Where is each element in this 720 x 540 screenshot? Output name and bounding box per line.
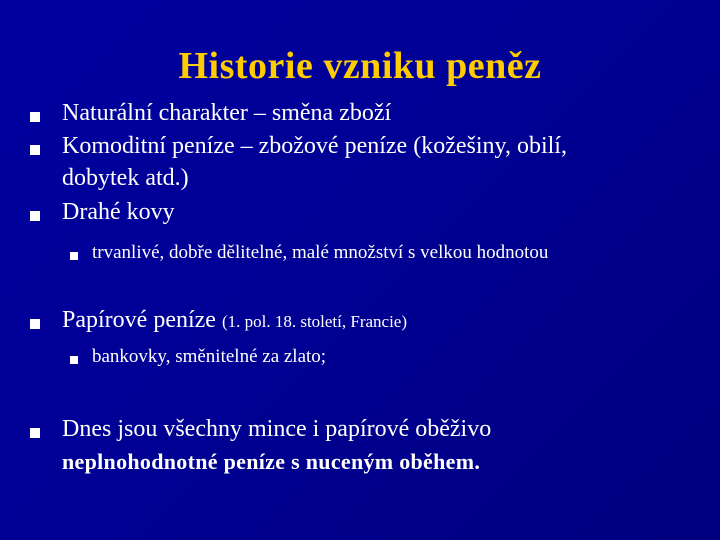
item-today-line2: neplnohodnotné peníze s nuceným oběhem. — [62, 449, 481, 474]
sub-item-banknotes: bankovky, směnitelné za zlato; — [92, 346, 327, 367]
item-today-line1: Dnes jsou všechny mince i papírové oběživo — [62, 416, 492, 442]
sub-item-precious-properties: trvanlivé, dobře dělitelné, malé množství s velkou hodnotou — [92, 242, 549, 263]
item-paper-money-label: Papírové peníze — [62, 307, 216, 333]
sub-bullet-square-icon — [70, 252, 78, 260]
slide-title: Historie vzniku peněz — [178, 45, 542, 87]
bullet-square-icon — [30, 211, 40, 221]
item-paper-money — [62, 307, 407, 334]
bullet-square-icon — [30, 112, 40, 122]
bullet-square-icon — [30, 428, 40, 438]
item-commodity-line1: Komoditní peníze – zbožové peníze (kožešiny, obilí, — [62, 133, 567, 159]
item-precious-metals: Drahé kovy — [62, 199, 175, 225]
item-natural: Naturální charakter – směna zboží — [62, 100, 392, 126]
bullet-square-icon — [30, 145, 40, 155]
item-commodity-line2: dobytek atd.) — [62, 165, 189, 191]
item-paper-money-note: (1. pol. 18. století, Francie) — [221, 312, 408, 331]
bullet-square-icon — [30, 319, 40, 329]
sub-bullet-square-icon — [70, 356, 78, 364]
